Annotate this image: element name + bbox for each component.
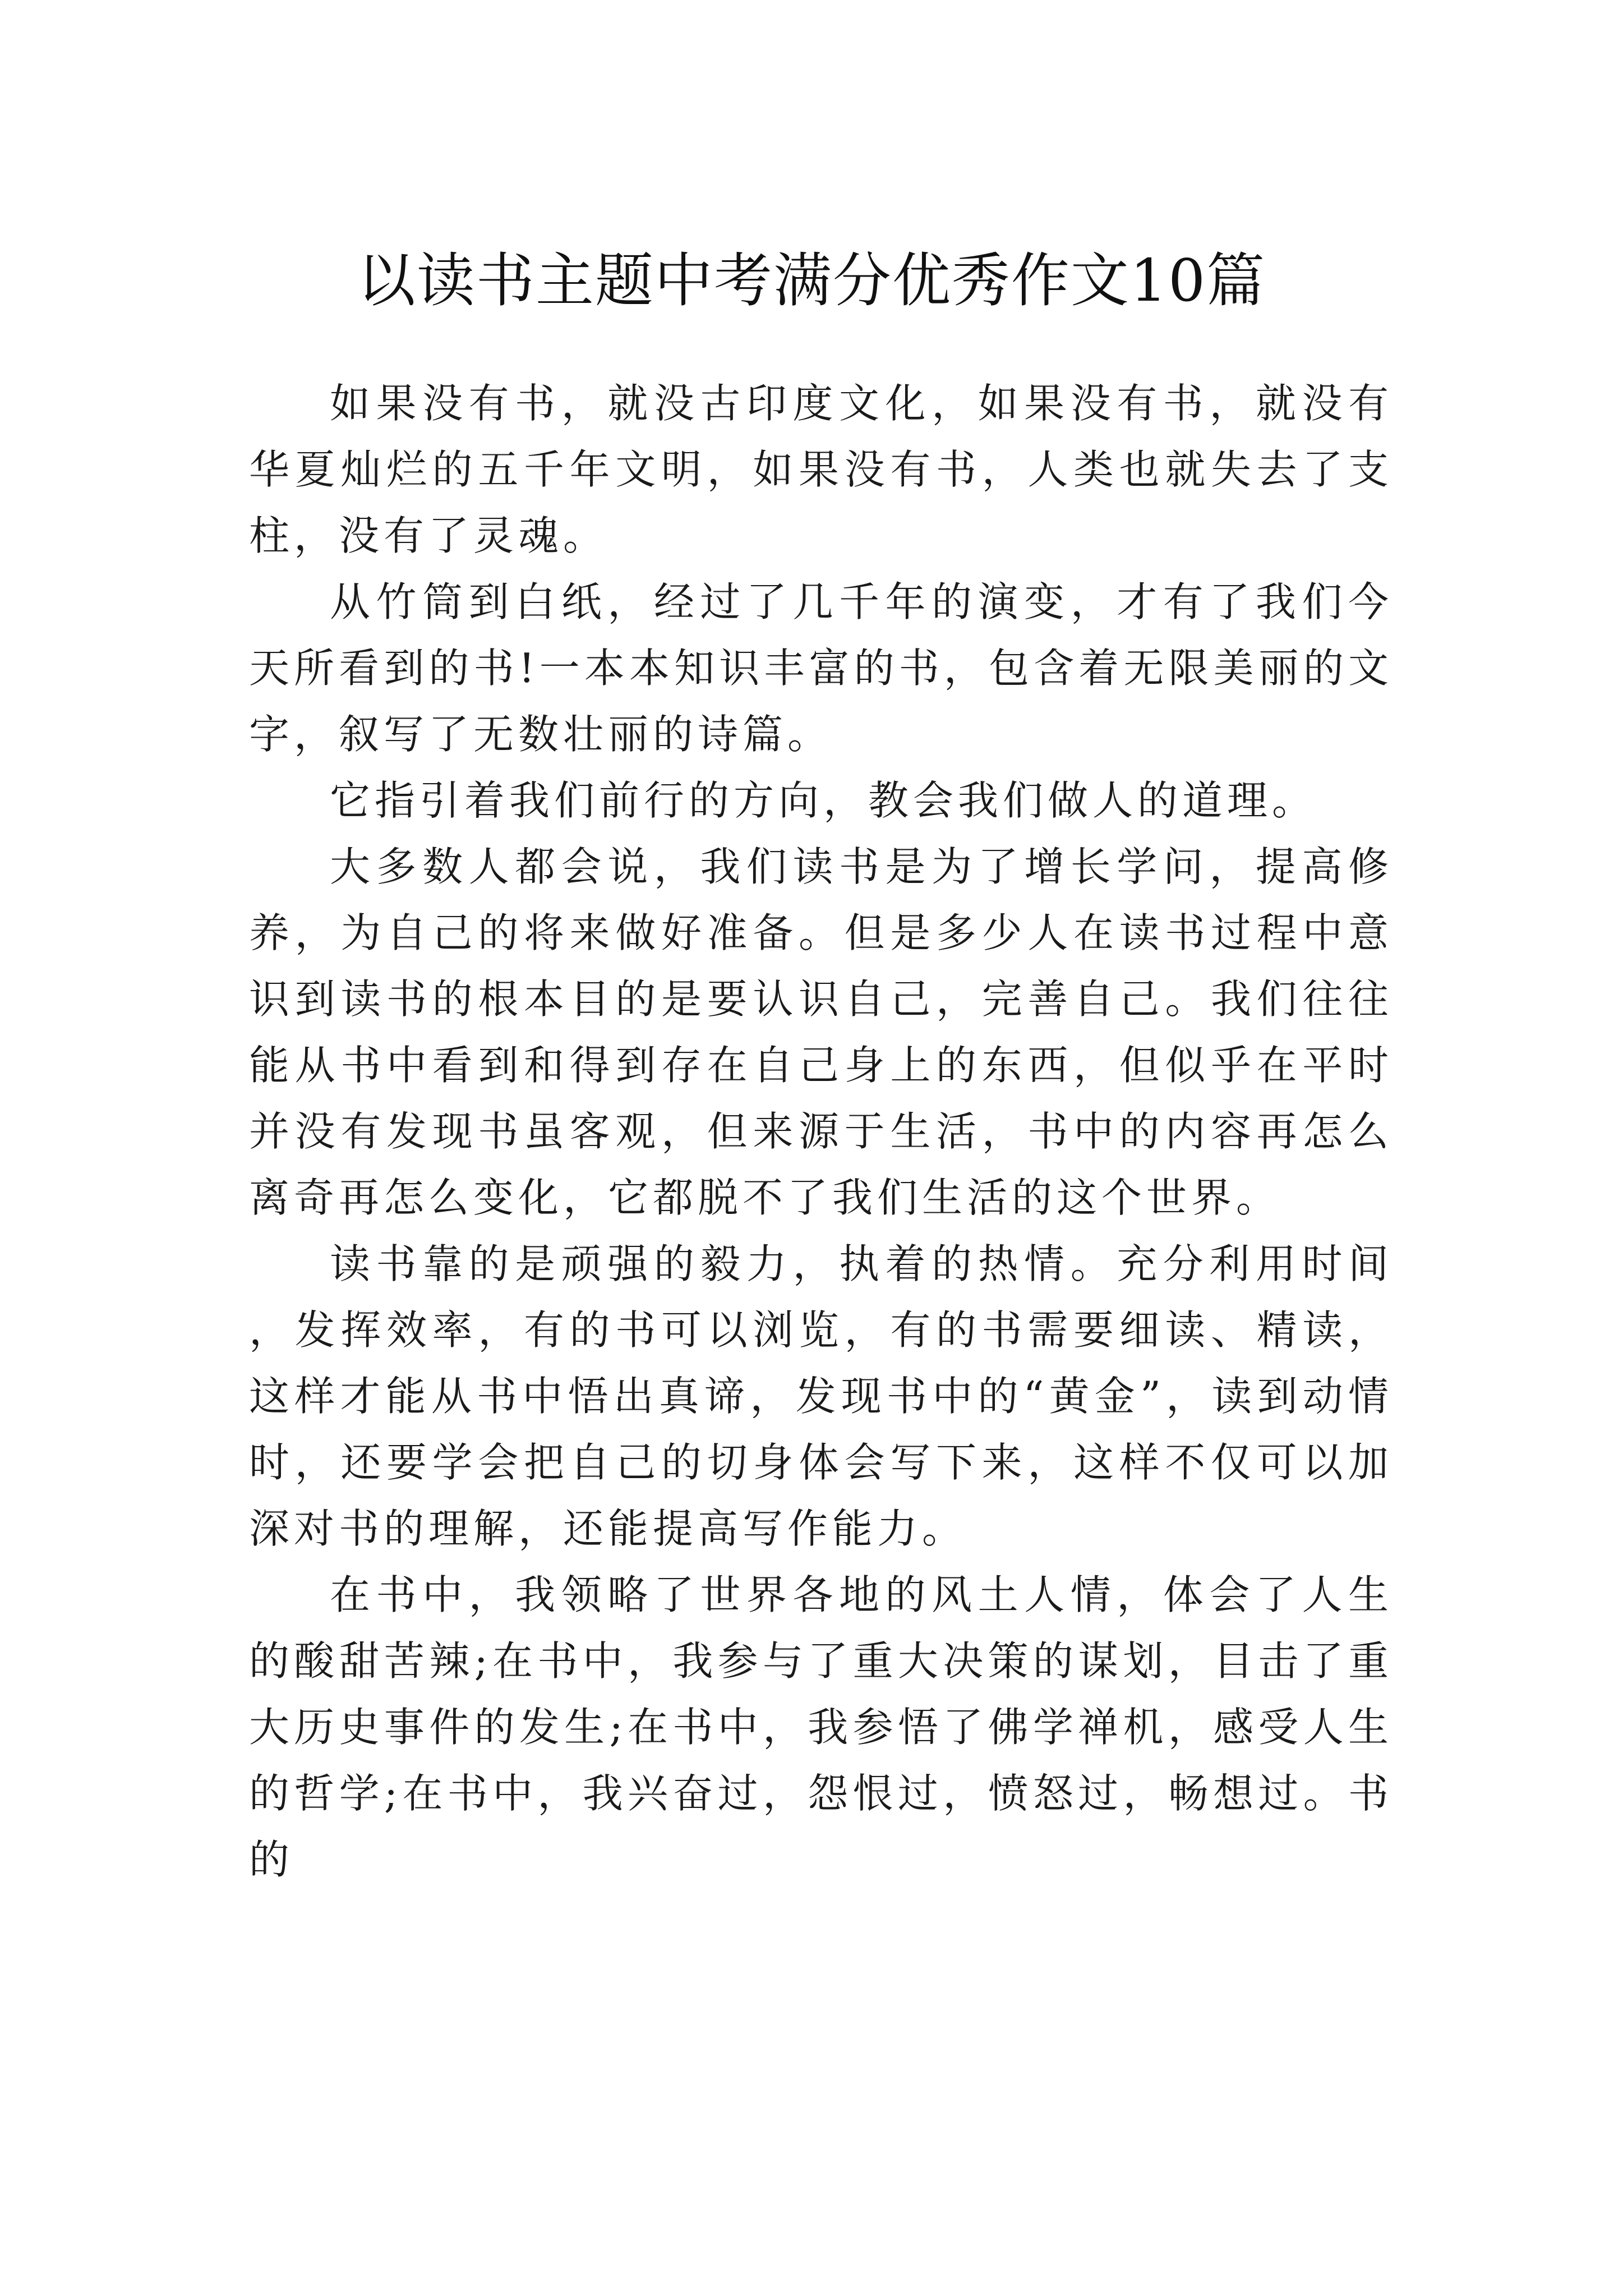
paragraph-4: 大多数人都会说，我们读书是为了增长学问，提高修养，为自己的将来做好准备。但是多少人在读书过程中意识到读书的根本目的是要认识自己，完善自己。我们往往能从书中看到和得到存在自己身上的东西，但似乎在平时并没有发现书虽客观，但来源于生活，书中的内容再怎么离奇再怎么变化，它都脱不了我们生活的这个世界。 — [249, 843, 1393, 1221]
document-title: 以读书主题中考满分优秀作文10篇 — [357, 246, 1266, 315]
paragraph-3: 它指引着我们前行的方向，教会我们做人的道理。 — [330, 777, 1317, 824]
paragraph-6: 在书中，我领略了世界各地的风土人情，体会了人生的酸甜苦辣;在书中，我参与了重大决策的谋划，目击了重大历史事件的发生;在书中，我参悟了佛学禅机，感受人生的哲学;在书中，我兴奋过，怨恨过，愤怒过，畅想过。书的 — [249, 1571, 1393, 1883]
paragraph-5: 读书靠的是顽强的毅力，执着的热情。充分利用时间，发挥效率，有的书可以浏览，有的书需要细读、精读，这样才能从书中悟出真谛，发现书中的“黄金”，读到动情时，还要学会把自己的切身体会写下来，这样不仅可以加深对书的理解，还能提高写作能力。 — [249, 1240, 1393, 1552]
paragraph-2: 从竹筒到白纸，经过了几千年的演变，才有了我们今天所看到的书!一本本知识丰富的书，包含着无限美丽的文字，叙写了无数壮丽的诗篇。 — [249, 578, 1393, 758]
paragraph-1: 如果没有书，就没古印度文化，如果没有书，就没有华夏灿烂的五千年文明，如果没有书，人类也就失去了支柱，没有了灵魂。 — [249, 380, 1393, 559]
document-body — [249, 370, 1393, 1893]
